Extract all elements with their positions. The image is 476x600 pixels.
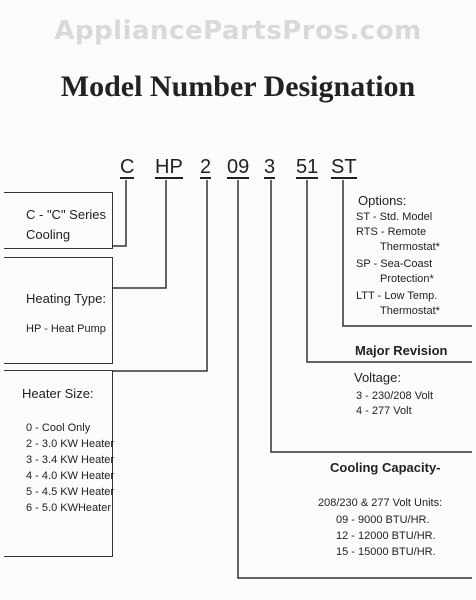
cooling-item: 12 - 12000 BTU/HR. xyxy=(336,530,436,542)
voltage-item: 4 - 277 Volt xyxy=(356,405,412,417)
heater-item: 5 - 4.5 KW Heater xyxy=(26,486,115,498)
options-line: RTS - Remote xyxy=(356,226,427,238)
code-revision: 51 xyxy=(296,156,319,178)
heater-heading: Heater Size: xyxy=(22,386,94,401)
code-c: C xyxy=(120,156,135,178)
code-options: ST xyxy=(331,156,357,178)
voltage-item: 3 - 230/208 Volt xyxy=(356,390,434,402)
options-line: SP - Sea-Coast xyxy=(356,258,433,270)
options-heading: Options: xyxy=(358,193,407,208)
code-heater: 2 xyxy=(200,156,212,178)
heating-item: HP - Heat Pump xyxy=(26,323,106,335)
heater-item: 3 - 3.4 KW Heater xyxy=(26,454,115,466)
heater-item: 6 - 5.0 KWHeater xyxy=(26,502,111,514)
series-line-2: Cooling xyxy=(26,227,71,242)
code-capacity: 09 xyxy=(227,156,250,178)
heating-heading: Heating Type: xyxy=(26,291,106,306)
code-hp: HP xyxy=(155,156,183,178)
options-line: ST - Std. Model xyxy=(356,211,433,223)
heater-item: 0 - Cool Only xyxy=(26,422,91,434)
major-revision-label: Major Revision xyxy=(355,343,448,358)
series-line-1: C - "C" Series xyxy=(26,207,107,222)
cooling-units: 208/230 & 277 Volt Units: xyxy=(318,497,443,509)
connector-c xyxy=(112,180,126,246)
voltage-heading: Voltage: xyxy=(354,370,401,385)
heater-item: 4 - 4.0 KW Heater xyxy=(26,470,115,482)
cooling-item: 15 - 15000 BTU/HR. xyxy=(336,546,436,558)
options-line: Thermostat* xyxy=(380,305,440,317)
heating-box xyxy=(4,257,113,364)
cooling-heading: Cooling Capacity- xyxy=(330,460,441,475)
options-line: Protection* xyxy=(380,273,434,285)
heater-item: 2 - 3.0 KW Heater xyxy=(26,438,115,450)
watermark: AppliancePartsPros.com xyxy=(54,16,422,46)
options-line: Thermostat* xyxy=(380,241,440,253)
cooling-item: 09 - 9000 BTU/HR. xyxy=(336,514,430,526)
code-voltage: 3 xyxy=(264,156,276,178)
options-line: LTT - Low Temp. xyxy=(356,290,438,302)
connector-hp xyxy=(112,180,166,288)
page-title: Model Number Designation xyxy=(60,70,416,103)
